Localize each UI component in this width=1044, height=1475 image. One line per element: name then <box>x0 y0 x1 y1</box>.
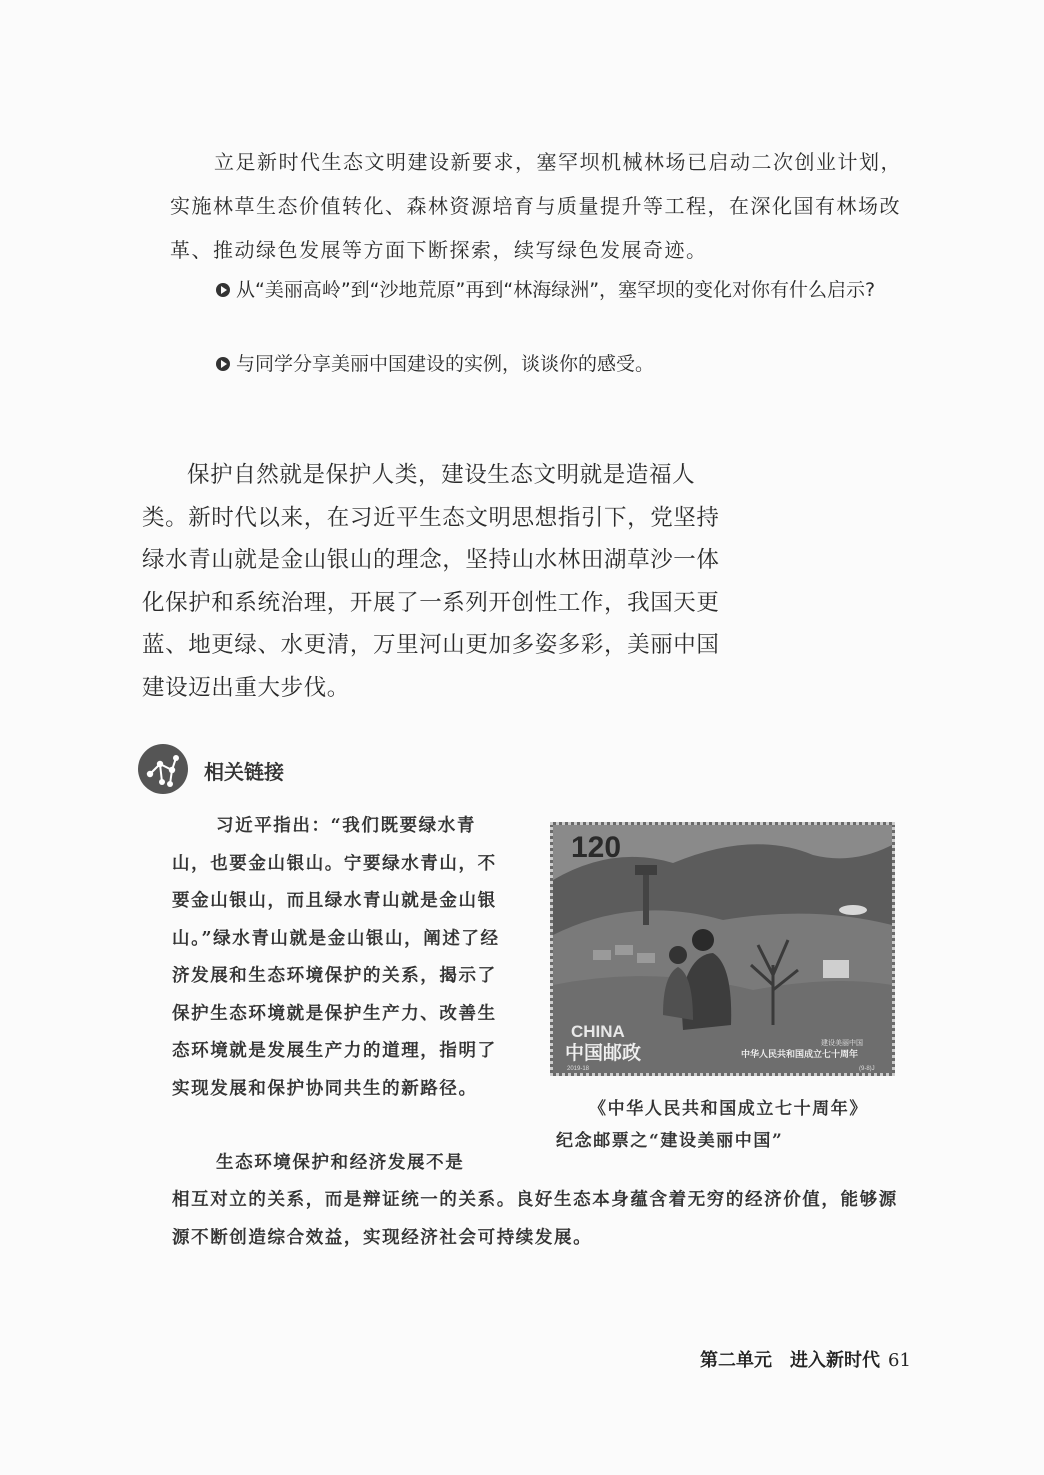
stamp-value: 120 <box>571 831 622 864</box>
page-footer <box>700 1346 911 1372</box>
stamp-subtitle: 中华人民共和国成立七十周年 <box>741 1050 859 1060</box>
question-1 <box>170 270 910 310</box>
related-link-body-2b: 相互对立的关系，而是辩证统一的关系。良好生态本身蕴含着无穷的经济价值，能够源源不断创造综合效益，实现经济社会可持续发展。 <box>172 1190 898 1248</box>
stamp-subtitle-small: 建设美丽中国 <box>821 1039 863 1047</box>
stamp-country-en: CHINA <box>571 1022 625 1041</box>
unit-title: 第二单元 进入新时代 <box>700 1350 880 1371</box>
stamp-country-cn: 中国邮政 <box>565 1042 642 1064</box>
stamp-caption-line-2: 纪念邮票之“建设美丽中国” <box>556 1131 784 1151</box>
stamp-code-right: (9-8)J <box>859 1066 875 1072</box>
question-1-text: 从“美丽高岭”到“沙地荒原”再到“林海绿洲”，塞罕坝的变化对你有什么启示? <box>236 279 876 301</box>
main-paragraph: 保护自然就是保护人类，建设生态文明就是造福人类。新时代以来，在习近平生态文明思想指引下，党坚持绿水青山就是金山银山的理念，坚持山水林田湖草沙一体化保护和系统治理，开展了一系列开创性工作，我国天更蓝、地更绿、水更清，万里河山更加多姿多彩，美丽中国建设迈出重大步伐。 <box>142 462 720 701</box>
related-link-body-2a: 生态环境保护和经济发展不是 <box>216 1153 465 1173</box>
page-number: 61 <box>888 1350 911 1371</box>
related-link-body-1: 习近平指出：“我们既要绿水青山，也要金山银山。宁要绿水青山，不要金山银山，而且绿水青山就是金山银山。”绿水青山就是金山银山，阐述了经济发展和生态环境保护的关系，揭示了保护生态环境就是保护生产力、改善生态环境就是发展生产力的道理，指明了实现发展和保护协同共生的新路径。 <box>172 816 500 1099</box>
stamp-code-left: 2019-18 <box>567 1066 590 1072</box>
stamp-caption-line-1: 《中华人民共和国成立七十周年》 <box>589 1099 868 1119</box>
question-2 <box>170 344 910 384</box>
stamp-image <box>550 822 895 1076</box>
link-network-icon <box>138 744 188 794</box>
question-2-text: 与同学分享美丽中国建设的实例，谈谈你的感受。 <box>236 353 655 375</box>
related-link-title: 相关链接 <box>204 760 284 784</box>
play-bullet-icon <box>216 283 230 297</box>
intro-paragraph: 立足新时代生态文明建设新要求，塞罕坝机械林场已启动二次创业计划，实施林草生态价值转化、森林资源培育与质量提升等工程，在深化国有林场改革、推动绿色发展等方面下断探索，续写绿色发展奇迹。 <box>170 150 902 262</box>
play-bullet-icon <box>216 357 230 371</box>
